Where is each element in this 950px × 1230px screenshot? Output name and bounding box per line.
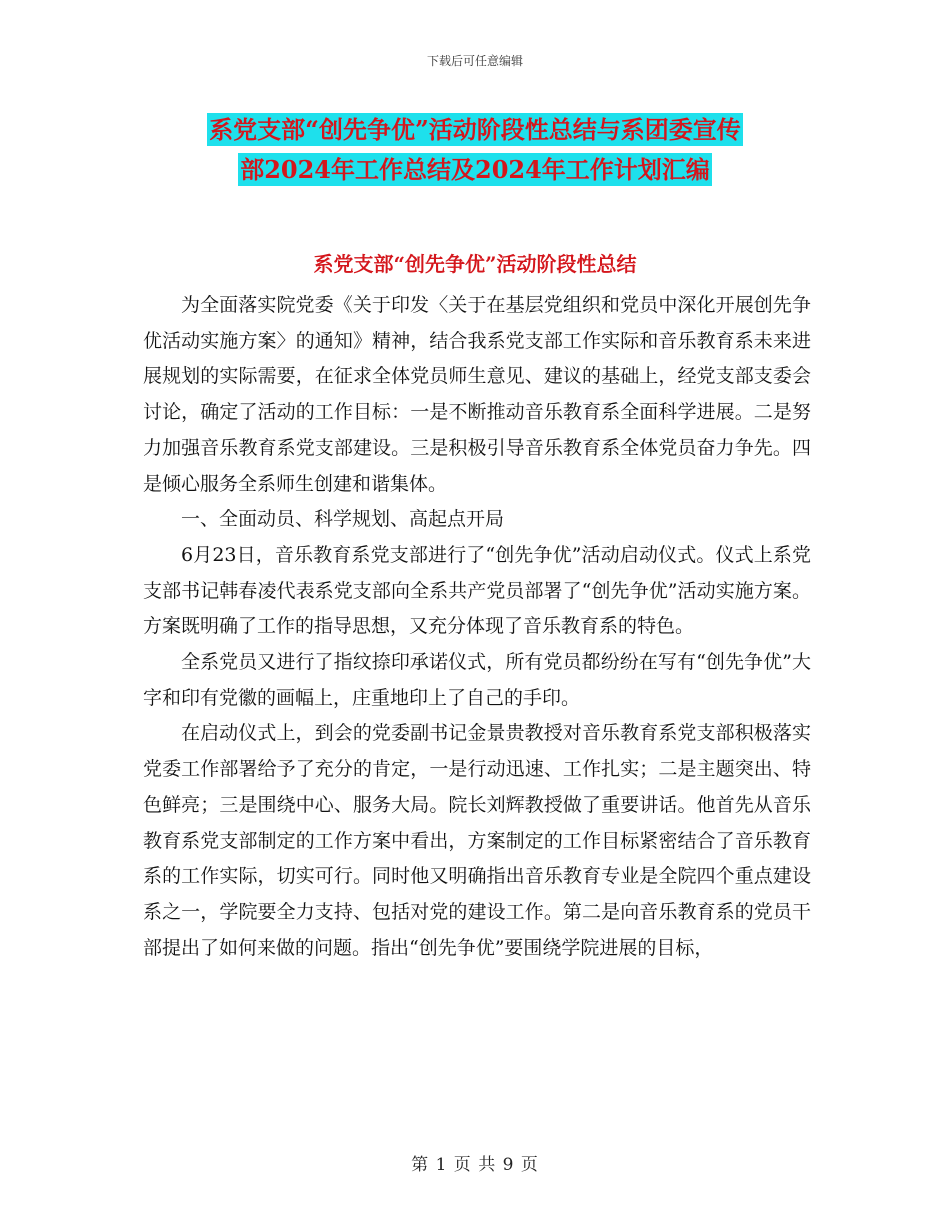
main-title	[0, 110, 950, 190]
header-note: 下载后可任意编辑	[426, 54, 523, 68]
paragraph: 全系党员又进行了指纹捺印承诺仪式，所有党员都纷纷在写有“创先争优”大字和印有党徽的画幅上，庄重地印上了自己的手印。	[143, 651, 811, 709]
body-text	[143, 288, 811, 966]
main-title-line-1: 系党支部“创先争优”活动阶段性总结与系团委宣传	[209, 115, 741, 144]
paragraph: 6月23日，音乐教育系党支部进行了“创先争优”活动启动仪式。仪式上系党支部书记韩春凌代表系党支部向全系共产党员部署了“创先争优”活动实施方案。方案既明确了工作的指导思想，又充分体现了音乐教育系的特色。	[143, 543, 811, 638]
main-title-line-2: 部2024年工作总结及2024年工作计划汇编	[240, 155, 710, 184]
page-footer: 第 1 页 共 9 页	[411, 1155, 539, 1175]
paragraph: 在启动仪式上，到会的党委副书记金景贵教授对音乐教育系党支部积极落实党委工作部署给予了充分的肯定，一是行动迅速、工作扎实；二是主题突出、特色鲜亮；三是围绕中心、服务大局。院长刘辉教授做了重要讲话。他首先从音乐教育系党支部制定的工作方案中看出，方案制定的工作目标紧密结合了音乐教育系的工作实际，切实可行。同时他又明确指出音乐教育专业是全院四个重点建设系之一，学院要全力支持、包括对党的建设工作。第二是向音乐教育系的党员干部提出了如何来做的问题。指出“创先争优”要围绕学院进展的目标，	[143, 722, 811, 959]
paragraph: 一、全面动员、科学规划、高起点开局	[181, 508, 505, 531]
paragraph: 为全面落实院党委《关于印发〈关于在基层党组织和党员中深化开展创先争优活动实施方案〉的通知》精神，结合我系党支部工作实际和音乐教育系未来进展规划的实际需要，在征求全体党员师生意见、建议的基础上，经党支部支委会讨论，确定了活动的工作目标：一是不断推动音乐教育系全面科学进展。二是努力加强音乐教育系党支部建设。三是积极引导音乐教育系全体党员奋力争先。四是倾心服务全系师生创建和谐集体。	[143, 294, 811, 495]
section-title: 系党支部“创先争优”活动阶段性总结	[313, 252, 637, 276]
